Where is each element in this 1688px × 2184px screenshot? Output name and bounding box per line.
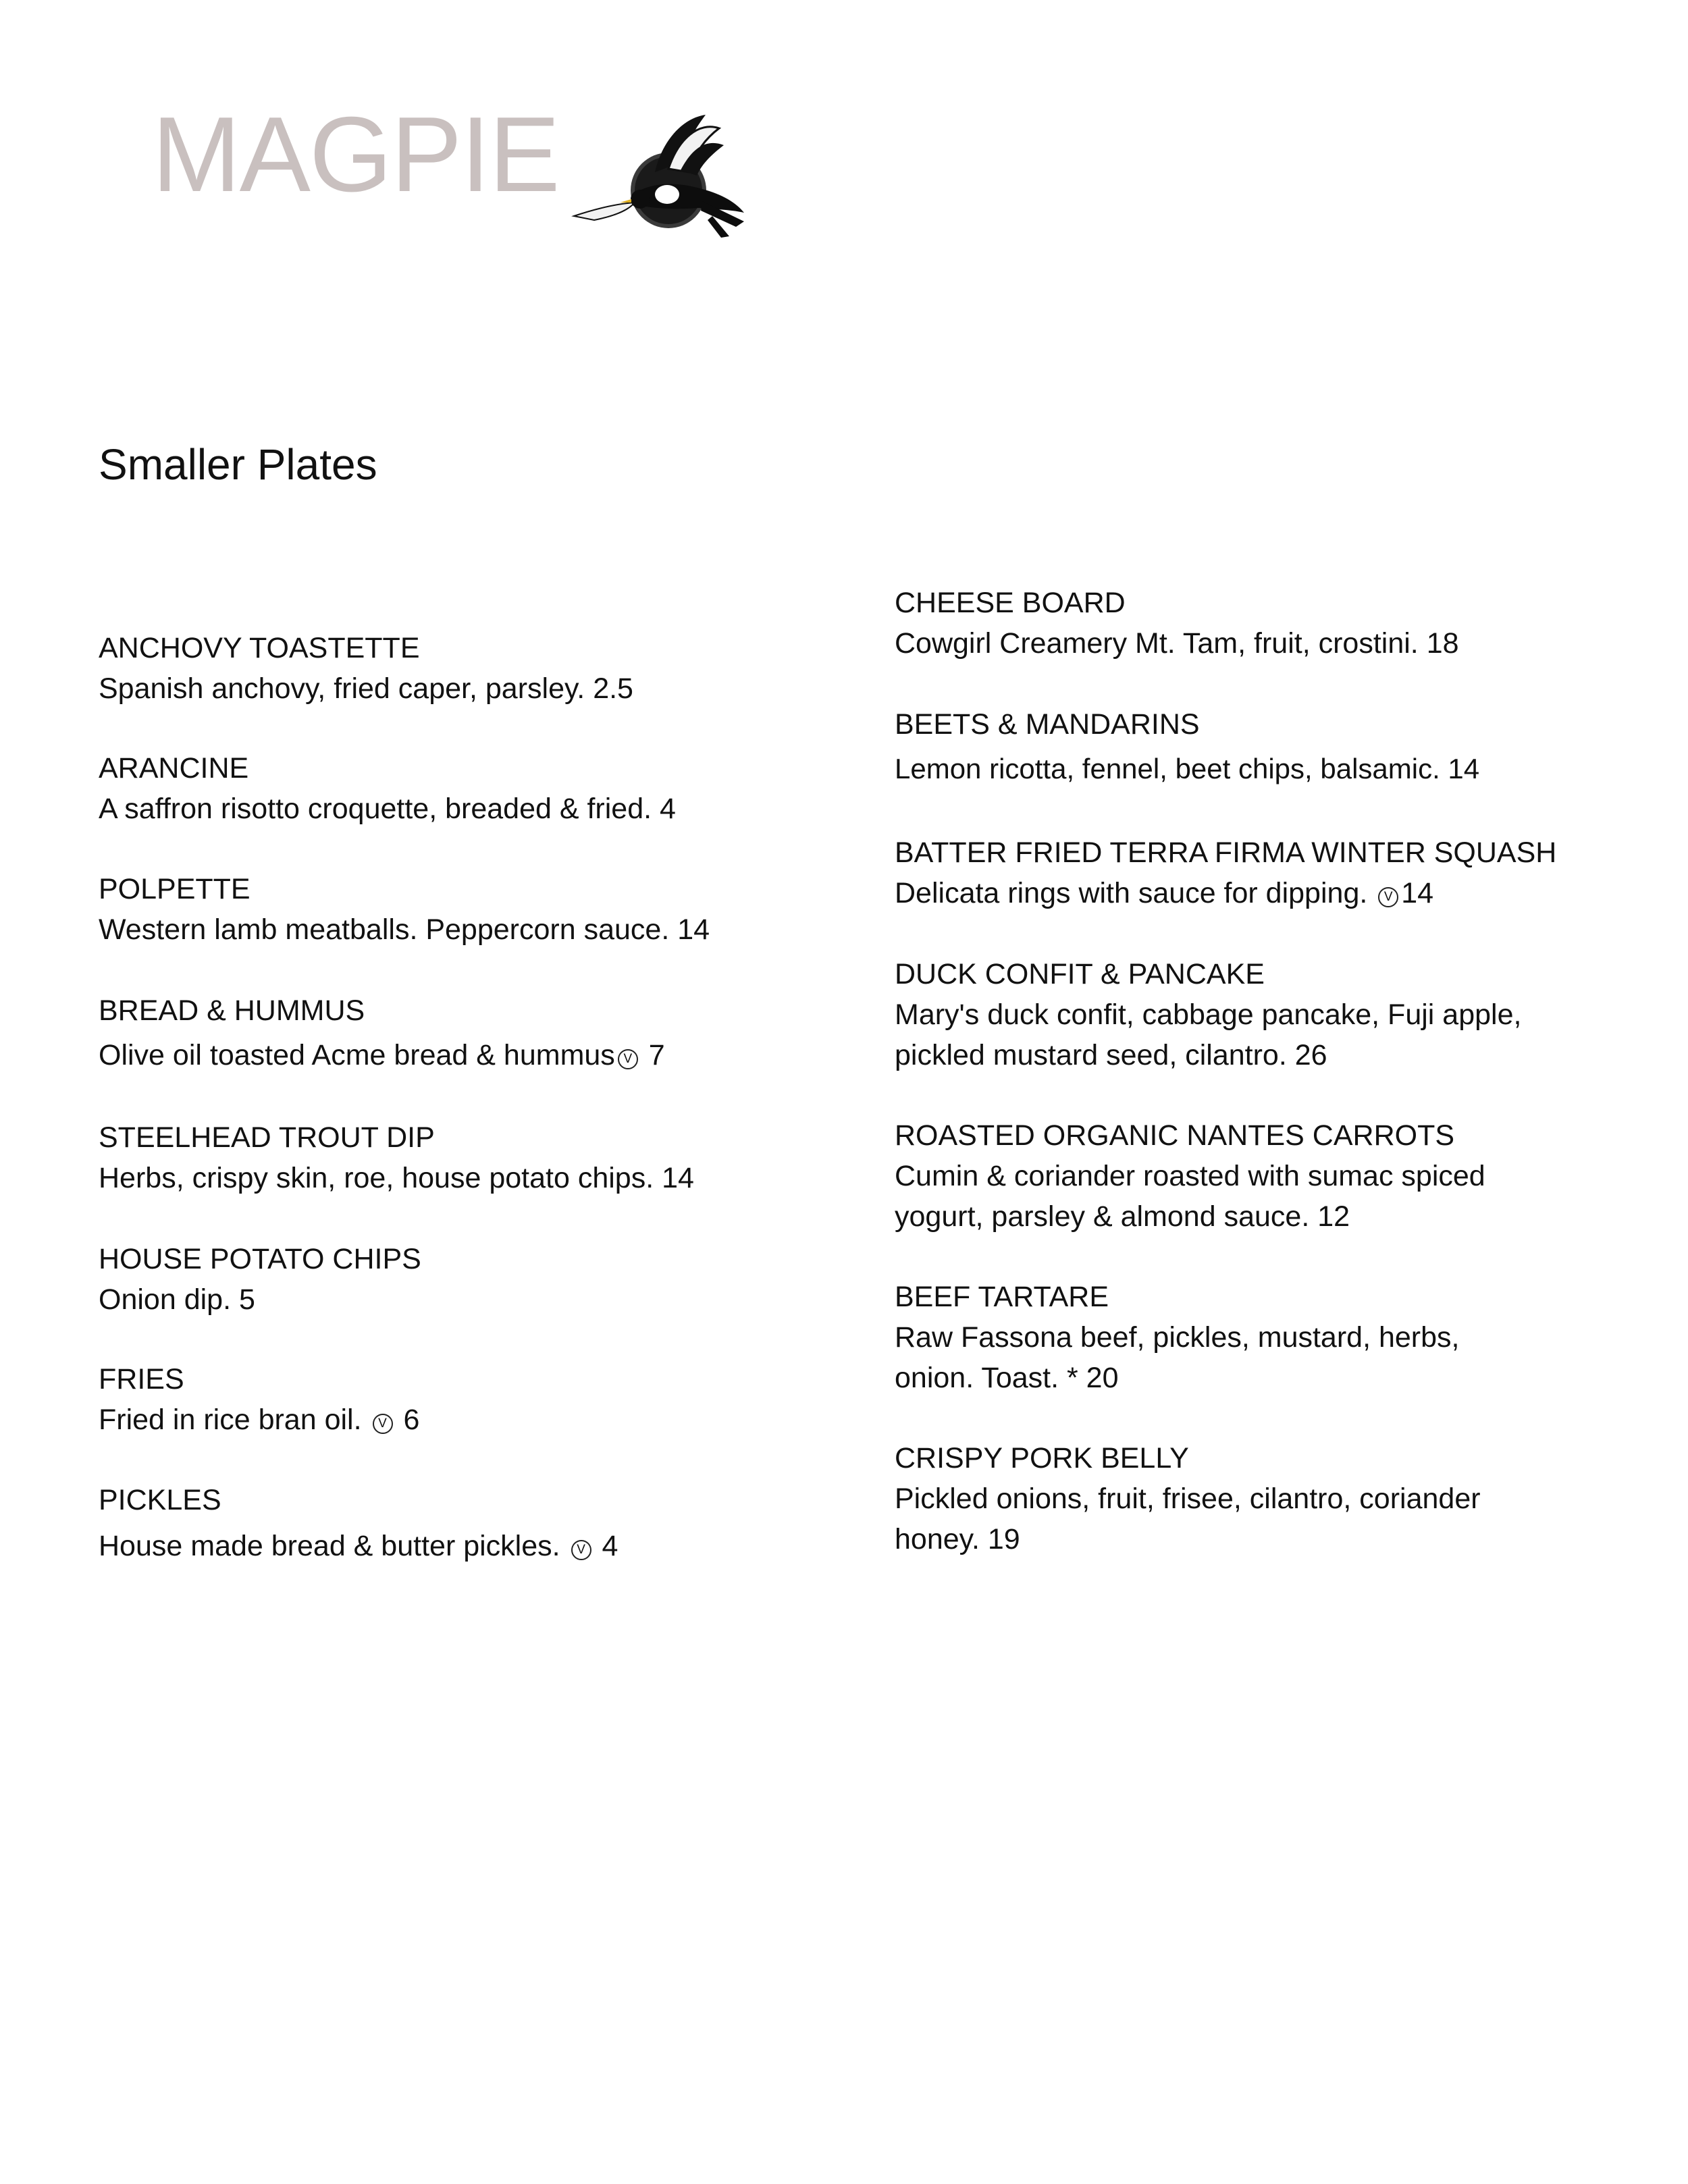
menu-item-name: BEEF TARTARE xyxy=(895,1281,1109,1313)
menu-item xyxy=(99,1480,841,1566)
menu-item xyxy=(99,748,841,829)
vegetarian-icon: V xyxy=(1378,887,1398,907)
menu-item-description: Spanish anchovy, fried caper, parsley. 2.5 xyxy=(99,672,633,705)
menu-item-name: STEELHEAD TROUT DIP xyxy=(99,1121,435,1154)
menu-item-description xyxy=(99,1400,841,1440)
menu-item-description: Herbs, crispy skin, roe, house potato chips. 14 xyxy=(99,1162,694,1194)
price-text: 6 xyxy=(395,1404,420,1436)
menu-item-name: FRIES xyxy=(99,1363,184,1395)
menu-item-description: Raw Fassona beef, pickles, mustard, herbs, onion. Toast. * 20 xyxy=(895,1321,1460,1394)
price-text: 4 xyxy=(594,1530,618,1562)
menu-item-description: Lemon ricotta, fennel, beet chips, balsamic. 14 xyxy=(895,753,1480,784)
menu-item xyxy=(895,832,1637,913)
menu-item-name: CRISPY PORK BELLY xyxy=(895,1442,1189,1474)
menu-item xyxy=(895,583,1637,664)
menu-item-description: Western lamb meatballs. Peppercorn sauce. 14 xyxy=(99,913,710,946)
menu-item xyxy=(895,1277,1637,1398)
price-text: 14 xyxy=(1401,877,1434,909)
menu-item-name: HOUSE POTATO CHIPS xyxy=(99,1243,421,1275)
menu-item-description: Cumin & coriander roasted with sumac spiced yogurt, parsley & almond sauce. 12 xyxy=(895,1160,1485,1233)
menu-item-description: Mary's duck confit, cabbage pancake, Fuji apple, pickled mustard seed, cilantro. 26 xyxy=(895,998,1522,1071)
menu-item-name: ROASTED ORGANIC NANTES CARROTS xyxy=(895,1119,1455,1152)
section-title: Smaller Plates xyxy=(99,440,377,489)
menu-item-name: BREAD & HUMMUS xyxy=(99,994,365,1027)
desc-text: Delicata rings with sauce for dipping. xyxy=(895,877,1376,909)
vegetarian-icon: V xyxy=(373,1414,393,1434)
desc-text: Fried in rice bran oil. xyxy=(99,1404,370,1436)
menu-item-description xyxy=(99,1526,841,1566)
menu-item xyxy=(99,990,841,1075)
brand-logo-text: MAGPIE xyxy=(152,95,559,214)
menu-item-description xyxy=(99,1035,841,1075)
price-text: 7 xyxy=(640,1039,665,1071)
menu-item xyxy=(99,1359,841,1440)
menu-item xyxy=(99,869,841,950)
menu-item xyxy=(895,1115,1637,1237)
menu-item-description: Onion dip. 5 xyxy=(99,1283,255,1316)
vegetarian-icon: V xyxy=(618,1049,638,1069)
menu-item-name: BATTER FRIED TERRA FIRMA WINTER SQUASH xyxy=(895,836,1557,869)
menu-item-name: DUCK CONFIT & PANCAKE xyxy=(895,958,1265,990)
menu-item-name: PICKLES xyxy=(99,1484,221,1516)
menu-item xyxy=(895,704,1637,789)
menu-item xyxy=(895,1438,1637,1560)
desc-text: House made bread & butter pickles. xyxy=(99,1530,569,1562)
menu-item xyxy=(895,954,1637,1075)
menu-item-description xyxy=(895,873,1637,913)
menu-item xyxy=(99,628,841,709)
menu-item-name: ARANCINE xyxy=(99,752,249,784)
menu-item-description: A saffron risotto croquette, breaded & fried. 4 xyxy=(99,793,676,825)
desc-text: Olive oil toasted Acme bread & hummus xyxy=(99,1039,615,1071)
menu-item xyxy=(99,1239,841,1320)
menu-item-description: Cowgirl Creamery Mt. Tam, fruit, crostini. 18 xyxy=(895,627,1459,660)
menu-item-name: BEETS & MANDARINS xyxy=(895,708,1200,741)
menu-item-name: POLPETTE xyxy=(99,873,250,905)
menu-item-name: CHEESE BOARD xyxy=(895,587,1126,619)
menu-item-name: ANCHOVY TOASTETTE xyxy=(99,632,420,664)
magpie-bird-logo-icon xyxy=(567,108,749,243)
vegetarian-icon: V xyxy=(571,1540,591,1560)
menu-item xyxy=(99,1117,841,1198)
menu-item-description: Pickled onions, fruit, frisee, cilantro, coriander honey. 19 xyxy=(895,1483,1481,1555)
